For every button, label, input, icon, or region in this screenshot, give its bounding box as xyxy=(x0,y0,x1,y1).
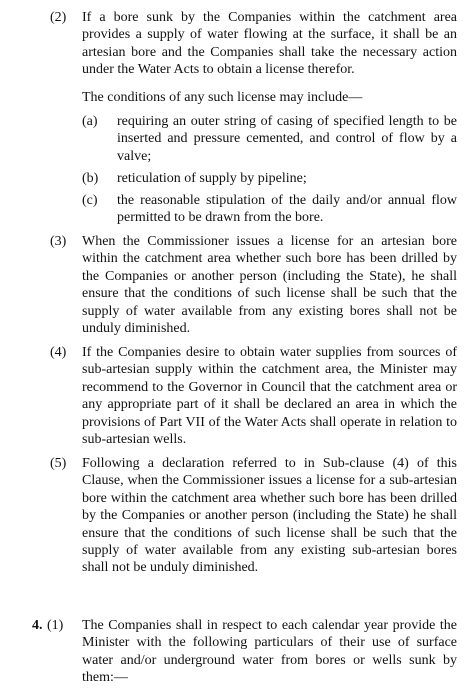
item-b-label: (b) xyxy=(82,171,99,186)
subclause-4-text: If the Companies desire to obtain water supplies from sources of sub-artesian supply within the catchment area, the Minister may recommend to the Governor in Council that the catchment area or any appropriate part of it shall be declared an area in which the provisions of Part VII of the Water Acts shall operate in relation to sub-artesian wells. xyxy=(82,345,457,448)
clause-4-subclause-number: (1) xyxy=(47,618,64,633)
subclause-4-number: (4) xyxy=(50,345,67,360)
clause-4-number: 4. xyxy=(32,618,43,633)
subclause-3-text: When the Commissioner issues a license for an artesian bore within the catchment area whether such bore has been drilled by the Companies or another person (including the State), he shall ensure that the conditions of such license shall be such that the supply of water available from any existing bores shall not be unduly diminished. xyxy=(82,234,457,337)
subclause-2-number: (2) xyxy=(50,10,67,25)
item-b-text: reticulation of supply by pipeline; xyxy=(117,171,307,186)
conditions-intro: The conditions of any such license may include— xyxy=(82,90,363,105)
subclause-2-text: If a bore sunk by the Companies within the catchment area provides a supply of water flowing at the surface, it shall be an artesian bore and the Companies shall take the necessary action under the Water Acts to obtain a license therefor. xyxy=(82,10,457,78)
item-c-text: the reasonable stipulation of the daily and/or annual flow permitted to be drawn from the bore. xyxy=(117,193,457,226)
clause-4-subclause-1-text: The Companies shall in respect to each calendar year provide the Minister with the following particulars of their use of surface water and/or underground water from bores or wells sunk by them:— xyxy=(82,618,457,686)
subclause-3-number: (3) xyxy=(50,234,67,249)
item-a-label: (a) xyxy=(82,114,98,129)
subclause-5-text: Following a declaration referred to in Sub-clause (4) of this Clause, when the Commissioner issues a license for a sub-artesian bore within the catchment area whether such bore has been drilled by the Companies or another person (including the State) he shall ensure that the conditions of such license shall be such that the supply of water available from any existing sub-artesian bores shall not be unduly diminished. xyxy=(82,456,457,576)
item-a-text: requiring an outer string of casing of specified length to be inserted and pressure cemented, and control of flow by a valve; xyxy=(117,114,457,164)
subclause-5-number: (5) xyxy=(50,456,67,471)
item-c-label: (c) xyxy=(82,193,98,208)
